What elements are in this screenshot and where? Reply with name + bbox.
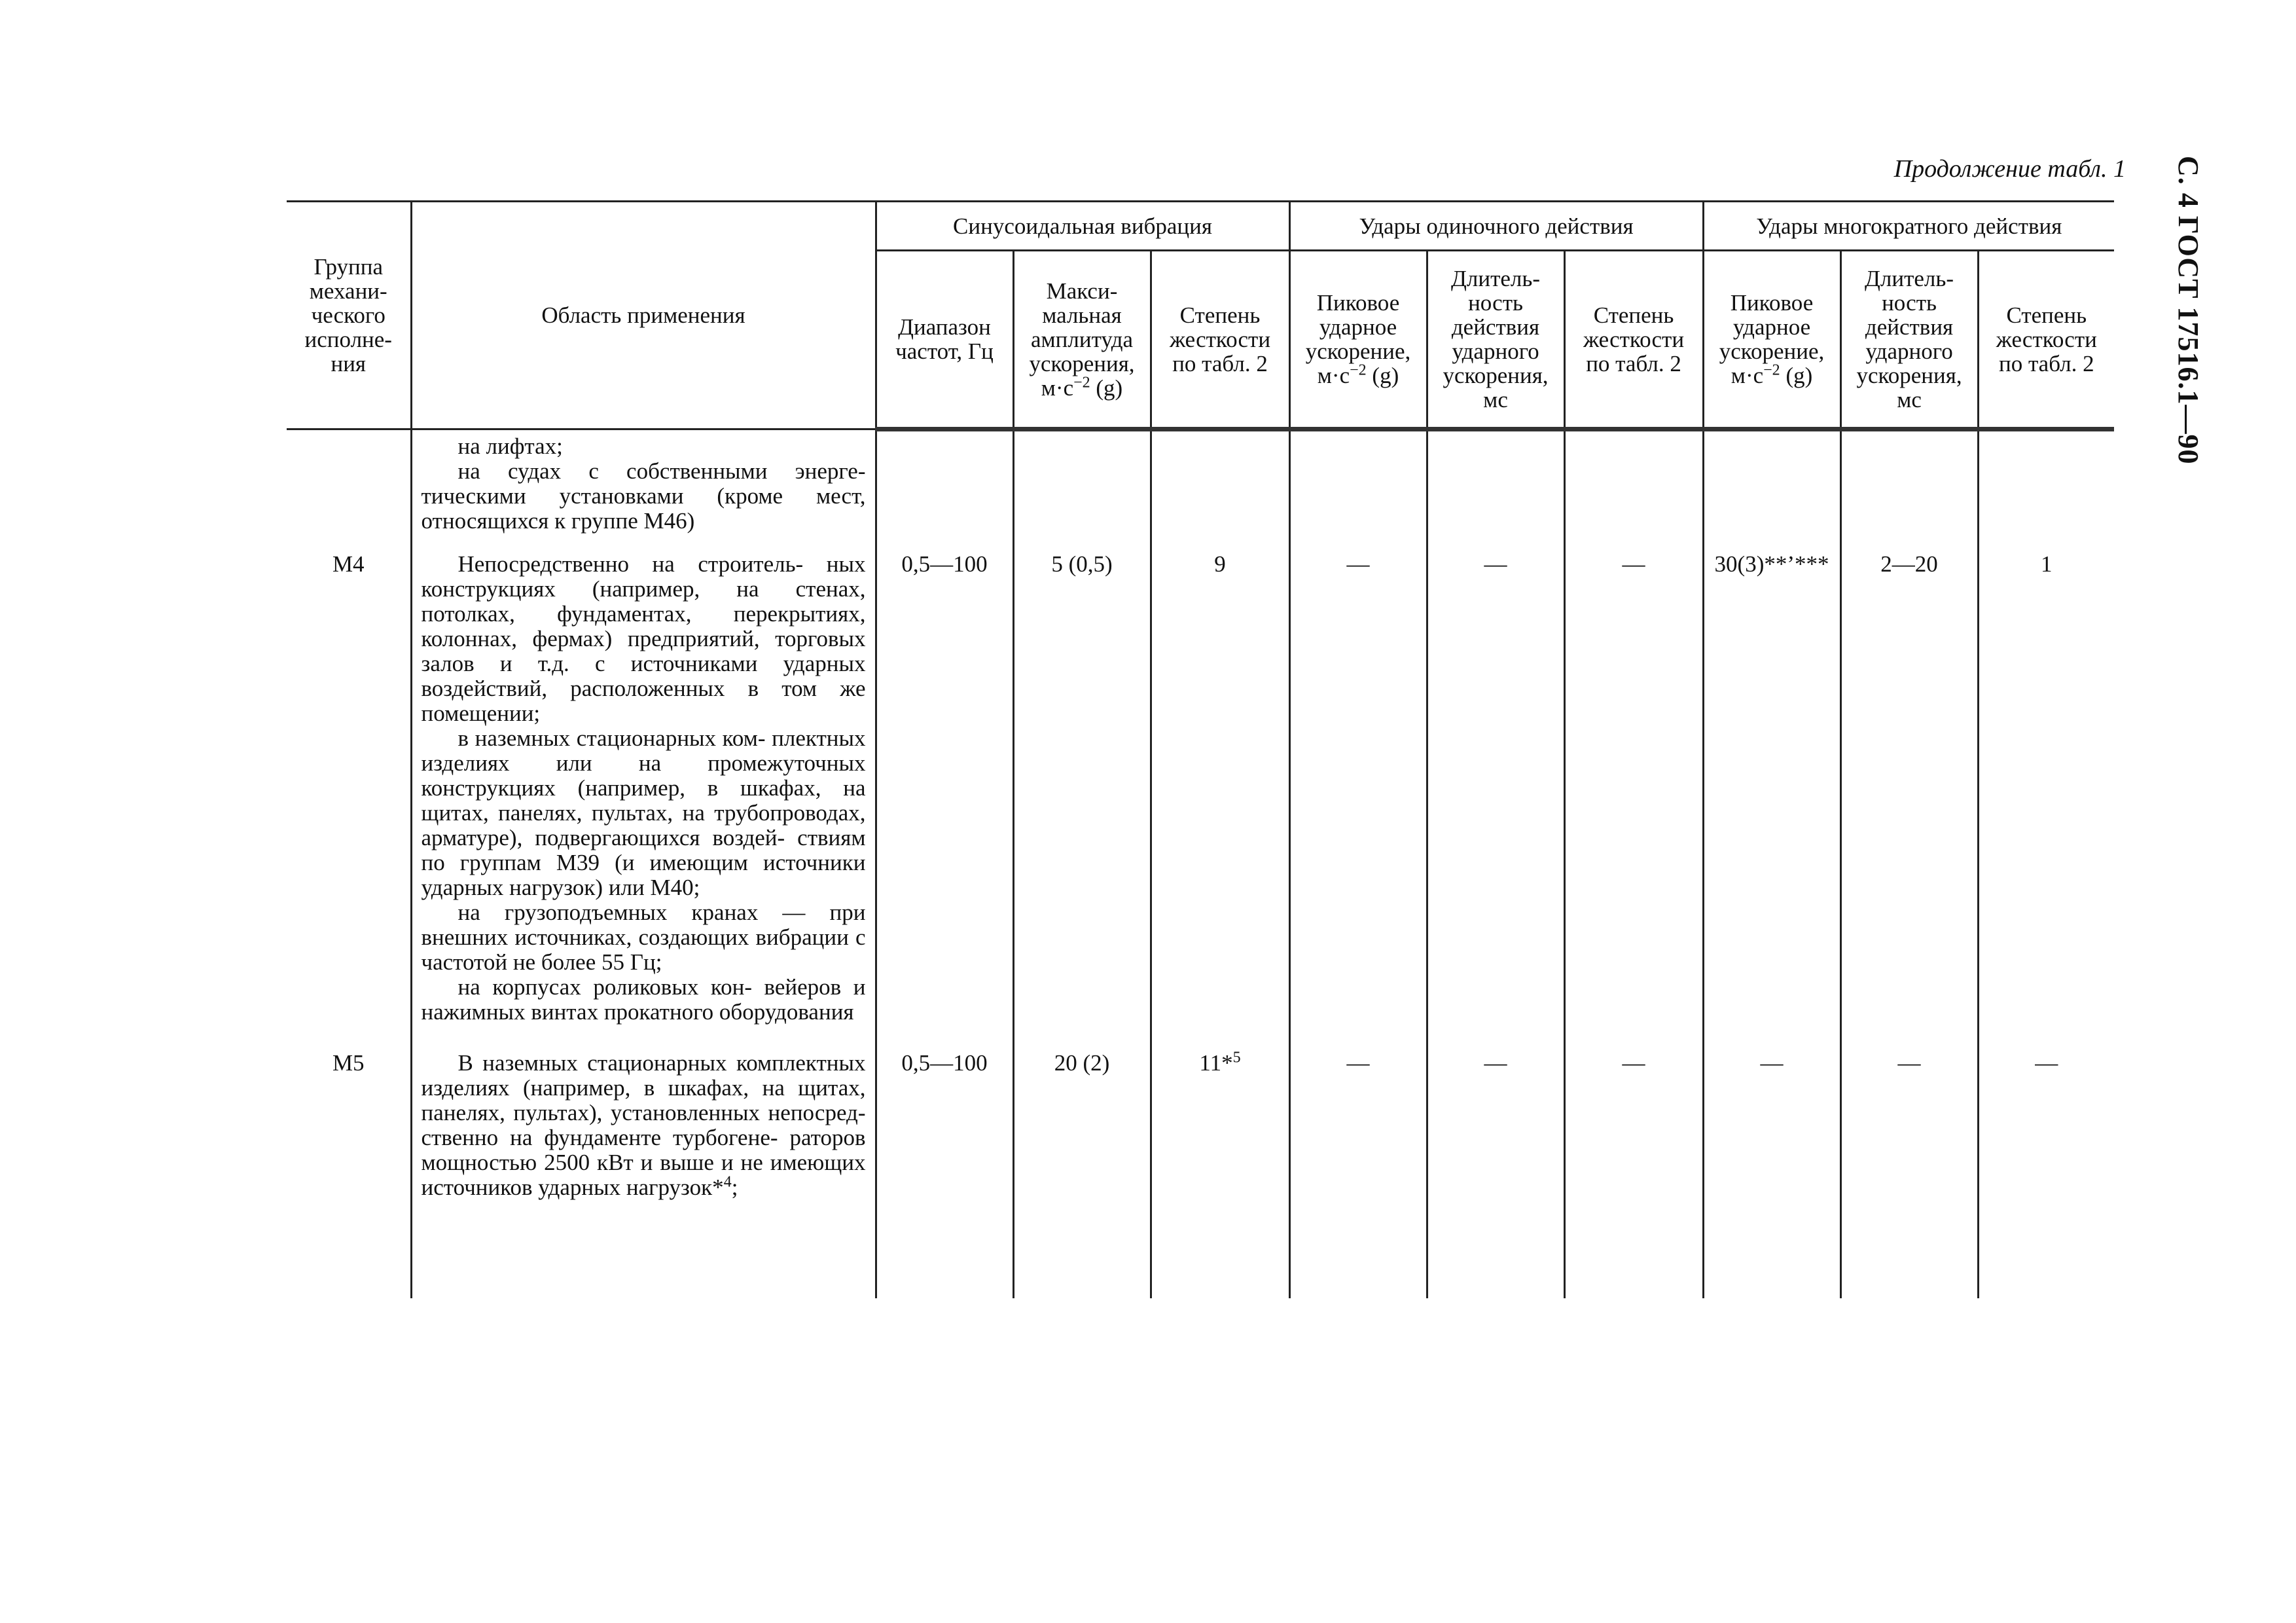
table-row bbox=[287, 552, 2114, 1051]
area-cell: В наземных стационарных комплектных изделиях (например, в шкафах, на щитах, панелях, пультах), установленных непосред- ственно на фундаменте турбогене- раторов мощностью 2500 кВт и выше и не имеющих источников ударных нагрузок*$^4$; bbox=[411, 1051, 876, 1298]
value-cell: — bbox=[1427, 552, 1564, 1051]
header-max-amplitude: Макси- мальная амплитуда ускорения, $м\cdot с^{-2}$ (g) bbox=[1013, 251, 1151, 429]
value-cell: — bbox=[1703, 1051, 1840, 1298]
value-cell bbox=[1427, 429, 1564, 553]
group-cell bbox=[287, 429, 411, 553]
value-cell bbox=[1013, 429, 1151, 553]
header-severity: Степень жесткости по табл. 2 bbox=[1151, 251, 1289, 429]
header-peak-multi: Пиковое ударное ускорение, $м\cdot с^{-2}$ (g) bbox=[1703, 251, 1840, 429]
area-cell: на лифтах; на судах с собственными энерге- тическими установками (кроме мест, относящихся к группе М46) bbox=[411, 429, 876, 553]
header-duration-multi: Длитель- ность действия ударного ускорения, мс bbox=[1840, 251, 1978, 429]
value-cell bbox=[1151, 429, 1289, 553]
value-cell bbox=[1564, 429, 1703, 553]
value-cell: 9 bbox=[1151, 552, 1289, 1051]
header-multiple-shock: Удары многократного действия bbox=[1703, 202, 2114, 251]
header-peak-single: Пиковое ударное ускорение, $м\cdot с^{-2}$ (g) bbox=[1289, 251, 1427, 429]
value-cell: — bbox=[1564, 552, 1703, 1051]
value-cell: 20 (2) bbox=[1013, 1051, 1151, 1298]
group-cell: М5 bbox=[287, 1051, 411, 1298]
value-cell: 5 (0,5) bbox=[1013, 552, 1151, 1051]
value-cell: 1 bbox=[1978, 552, 2114, 1051]
table-row bbox=[287, 429, 2114, 553]
header-freq-range: Диапазон частот, Гц bbox=[876, 251, 1013, 429]
header-duration-single: Длитель- ность действия ударного ускорения, мс bbox=[1427, 251, 1564, 429]
value-cell: 11*$^5$ bbox=[1151, 1051, 1289, 1298]
value-cell bbox=[1978, 429, 2114, 553]
value-cell bbox=[876, 429, 1013, 553]
header-sine-vibration: Синусоидальная вибрация bbox=[876, 202, 1289, 251]
header-group: Группа механи- ческого исполне- ния bbox=[287, 202, 411, 429]
value-cell: 0,5—100 bbox=[876, 552, 1013, 1051]
value-cell bbox=[1289, 429, 1427, 553]
header-single-shock: Удары одиночного действия bbox=[1289, 202, 1703, 251]
value-cell: — bbox=[1289, 552, 1427, 1051]
value-cell: — bbox=[1564, 1051, 1703, 1298]
value-cell bbox=[1840, 429, 1978, 553]
header-severity-single: Степень жесткости по табл. 2 bbox=[1564, 251, 1703, 429]
value-cell: 2—20 bbox=[1840, 552, 1978, 1051]
requirements-table bbox=[287, 200, 2114, 1298]
value-cell: — bbox=[1289, 1051, 1427, 1298]
continuation-label: Продолжение табл. 1 bbox=[1893, 155, 2126, 183]
value-cell bbox=[1703, 429, 1840, 553]
value-cell: — bbox=[1427, 1051, 1564, 1298]
header-severity-multi: Степень жесткости по табл. 2 bbox=[1978, 251, 2114, 429]
document-side-title: С. 4 ГОСТ 17516.1—90 bbox=[2172, 156, 2204, 465]
value-cell: — bbox=[1840, 1051, 1978, 1298]
group-cell: М4 bbox=[287, 552, 411, 1051]
value-cell: 0,5—100 bbox=[876, 1051, 1013, 1298]
area-cell: Непосредственно на строитель- ных конструкциях (например, на стенах, потолках, фундаментах, перекрытиях, колоннах, фермах) предприятий, торговых залов и т.д. с источниками ударных воздействий, расположенных в том же помещении; в наземных стационарных ком- плектных изделиях или на промежуточных конструкциях (например, в шкафах, на щитах, панелях, пультах, на трубопроводах, арматуре), подвергающихся воздей- ствиям по группам М39 (и имеющим источники ударных нагрузок) или М40; на грузоподъемных кранах — при внешних источниках, создающих вибрации с частотой не более 55 Гц; на корпусах роликовых кон- вейеров и нажимных винтах прокатного оборудования bbox=[411, 552, 876, 1051]
header-area: Область применения bbox=[411, 202, 876, 429]
value-cell: 30(3)**’*** bbox=[1703, 552, 1840, 1051]
value-cell: — bbox=[1978, 1051, 2114, 1298]
table-row bbox=[287, 1051, 2114, 1298]
